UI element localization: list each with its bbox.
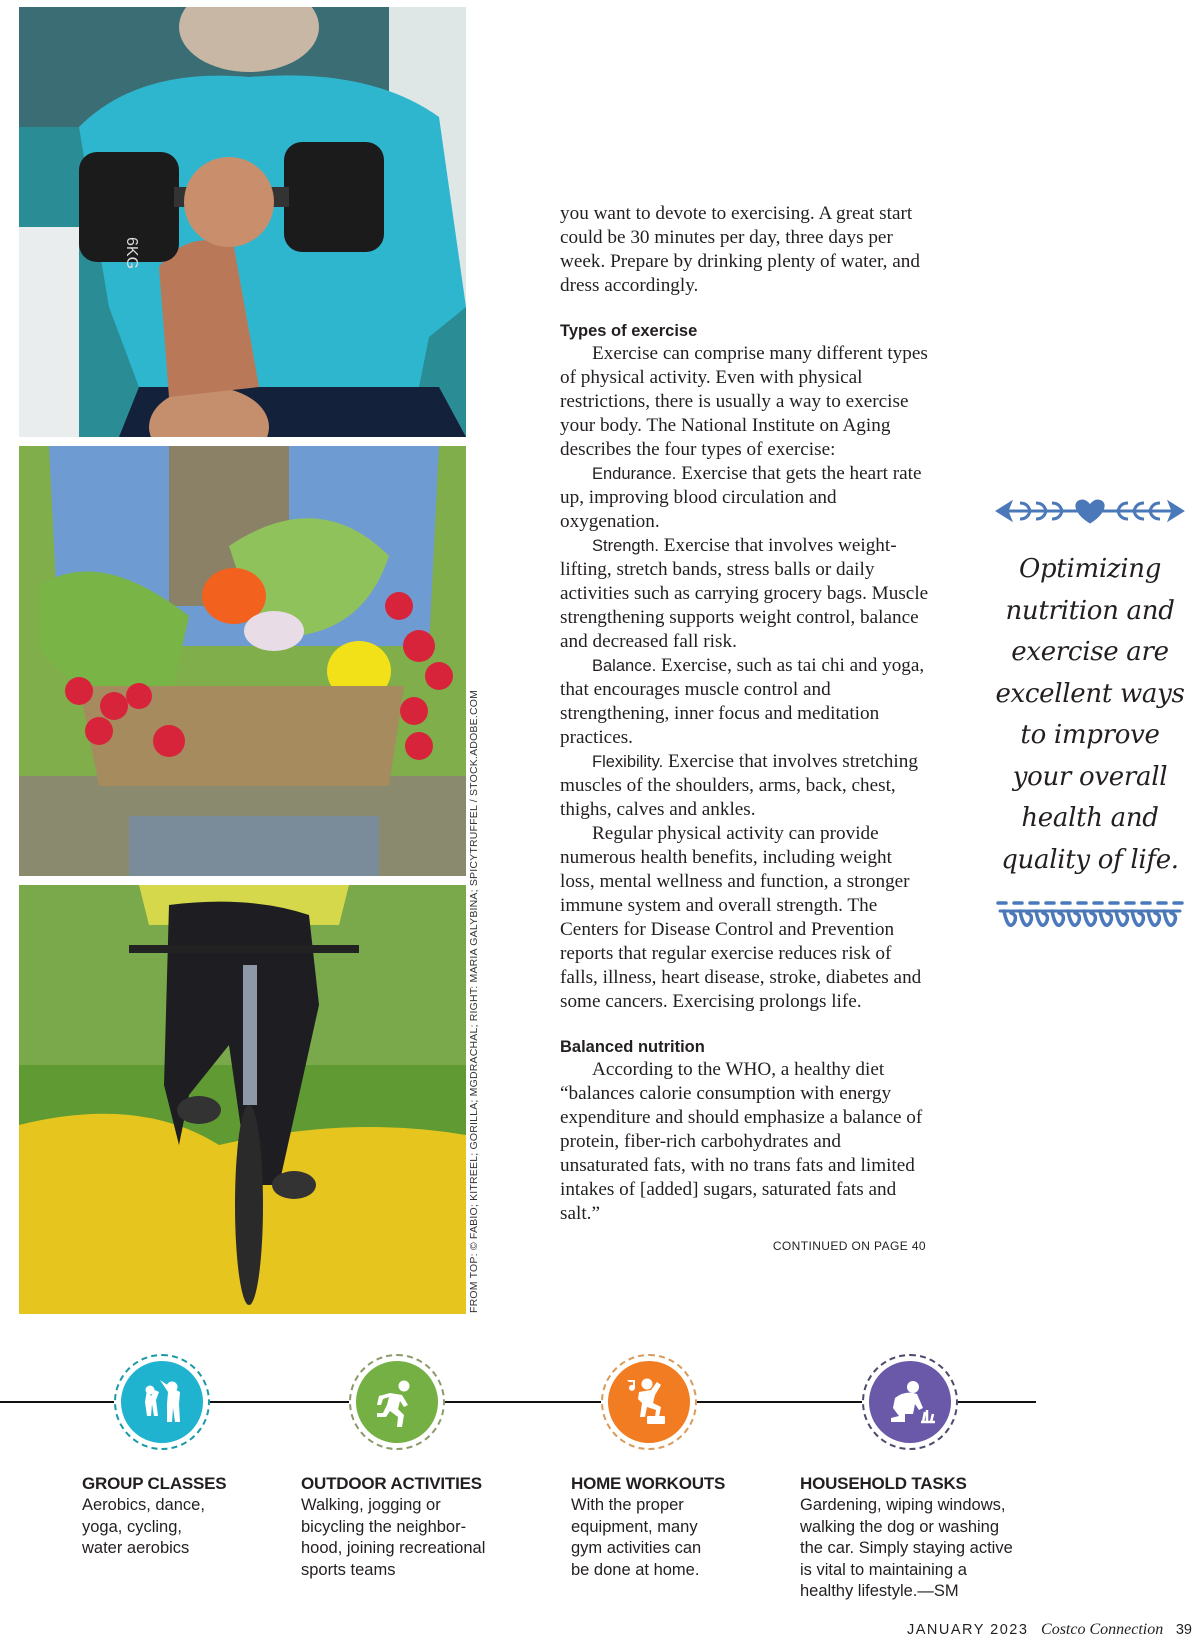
loop-border-ornament-icon [994,897,1186,937]
runin-flexibility: Flexibility. [592,753,664,771]
activity-group-classes [82,1473,282,1560]
runin-strength: Strength. [592,537,659,555]
activity-title: HOME WORKOUTS [571,1474,726,1493]
badge-outdoor-activities [349,1354,445,1450]
activity-outdoor-activities [301,1473,541,1581]
activity-description: With the proper equipment, many gym activities can be done at home. [571,1496,702,1579]
photo-cyclist [19,885,466,1314]
paragraph-flexibility: Flexibility. Exercise that involves stretching muscles of the shoulders, arms, back, chest, thighs, calves and ankles. [560,751,918,820]
section-heading-types-of-exercise: Types of exercise [560,322,698,340]
group-dance-icon [121,1361,203,1443]
step-workout-music-icon [608,1361,690,1443]
running-person-icon [356,1361,438,1443]
paragraph: Regular physical activity can provide numerous health benefits, including weight loss, mental wellness and function, a stronger immune system and overall strength. The Centers for Disease Control and Prevention reports that regular exercise reduces risk of falls, illness, heart disease, stroke, diabetes and some cancers. Exercising prolongs life. [560,823,922,1012]
pull-quote [990,495,1190,937]
magazine-name: Costco Connection [1041,1621,1164,1638]
activity-title: HOUSEHOLD TASKS [800,1474,967,1493]
badge-home-workouts [601,1354,697,1450]
article-body [560,202,930,1258]
page-footer [907,1621,1192,1639]
badge-group-classes [114,1354,210,1450]
arrow-heart-ornament-icon [994,495,1186,527]
paragraph-balance: Balance. Exercise, such as tai chi and yoga, that encourages muscle control and strengthening, inner focus and meditation practices. [560,655,925,748]
paragraph: Exercise can comprise many different types of physical activity. Even with physical restrictions, there is usually a way to exercise your body. The National Institute on Aging describes the four types of exercise: [560,343,928,460]
issue-date: JANUARY 2023 [906,1622,1029,1638]
activity-description: Aerobics, dance, yoga, cycling, water aerobics [82,1496,205,1557]
gardening-person-icon [869,1361,951,1443]
activity-title: GROUP CLASSES [82,1474,227,1493]
continued-on-page: CONTINUED ON PAGE 40 [772,1239,926,1253]
activity-household-tasks [800,1473,1060,1603]
photo-credit: FROM TOP: © FABIO; KITREEL; GORILLA; MGDRACHAL; RIGHT: MARIA GALYBINA; SPICYTRUFFEL / STOCK.ADOBE.COM [468,689,480,1313]
activity-title: OUTDOOR ACTIVITIES [301,1474,482,1493]
activity-description: Gardening, wiping windows, walking the dog or washing the car. Simply staying active is vital to maintaining a healthy lifestyle.—SM [800,1496,1013,1600]
svg-text:6KG: 6KG [123,237,140,270]
section-heading-balanced-nutrition: Balanced nutrition [560,1038,705,1056]
photo-dumbbell-workout [19,7,466,437]
paragraph-strength: Strength. Exercise that involves weight-lifting, stretch bands, stress balls or daily activities such as carrying grocery bags. Muscle strengthening supports weight control, balance and decreased fall risk. [560,535,929,652]
badge-household-tasks [862,1354,958,1450]
activity-description: Walking, jogging or bicycling the neighbor- hood, joining recreational sports teams [301,1496,486,1579]
paragraph-endurance: Endurance. Exercise that gets the heart rate up, improving blood circulation and oxygenation. [560,463,922,532]
paragraph: According to the WHO, a healthy diet “balances calorie consumption with energy expenditure and should emphasize a balance of protein, fiber-rich carbohydrates and unsaturated fats, with no trans fats and limited intakes of [added] sugars, saturated fats and salt.” [560,1059,923,1224]
runin-balance: Balance. [592,657,657,675]
photo-vegetable-basket [19,446,466,876]
pull-quote-text: Optimizing nutrition and exercise are excellent ways to improve your overall health and quality of life. [995,554,1185,875]
runin-endurance: Endurance. [592,465,677,483]
article-intro: you want to devote to exercising. A great start could be 30 minutes per day, three days per week. Prepare by drinking plenty of water, and dress accordingly. [560,203,920,296]
page-number: 39 [1175,1622,1192,1638]
activity-home-workouts [571,1473,771,1581]
